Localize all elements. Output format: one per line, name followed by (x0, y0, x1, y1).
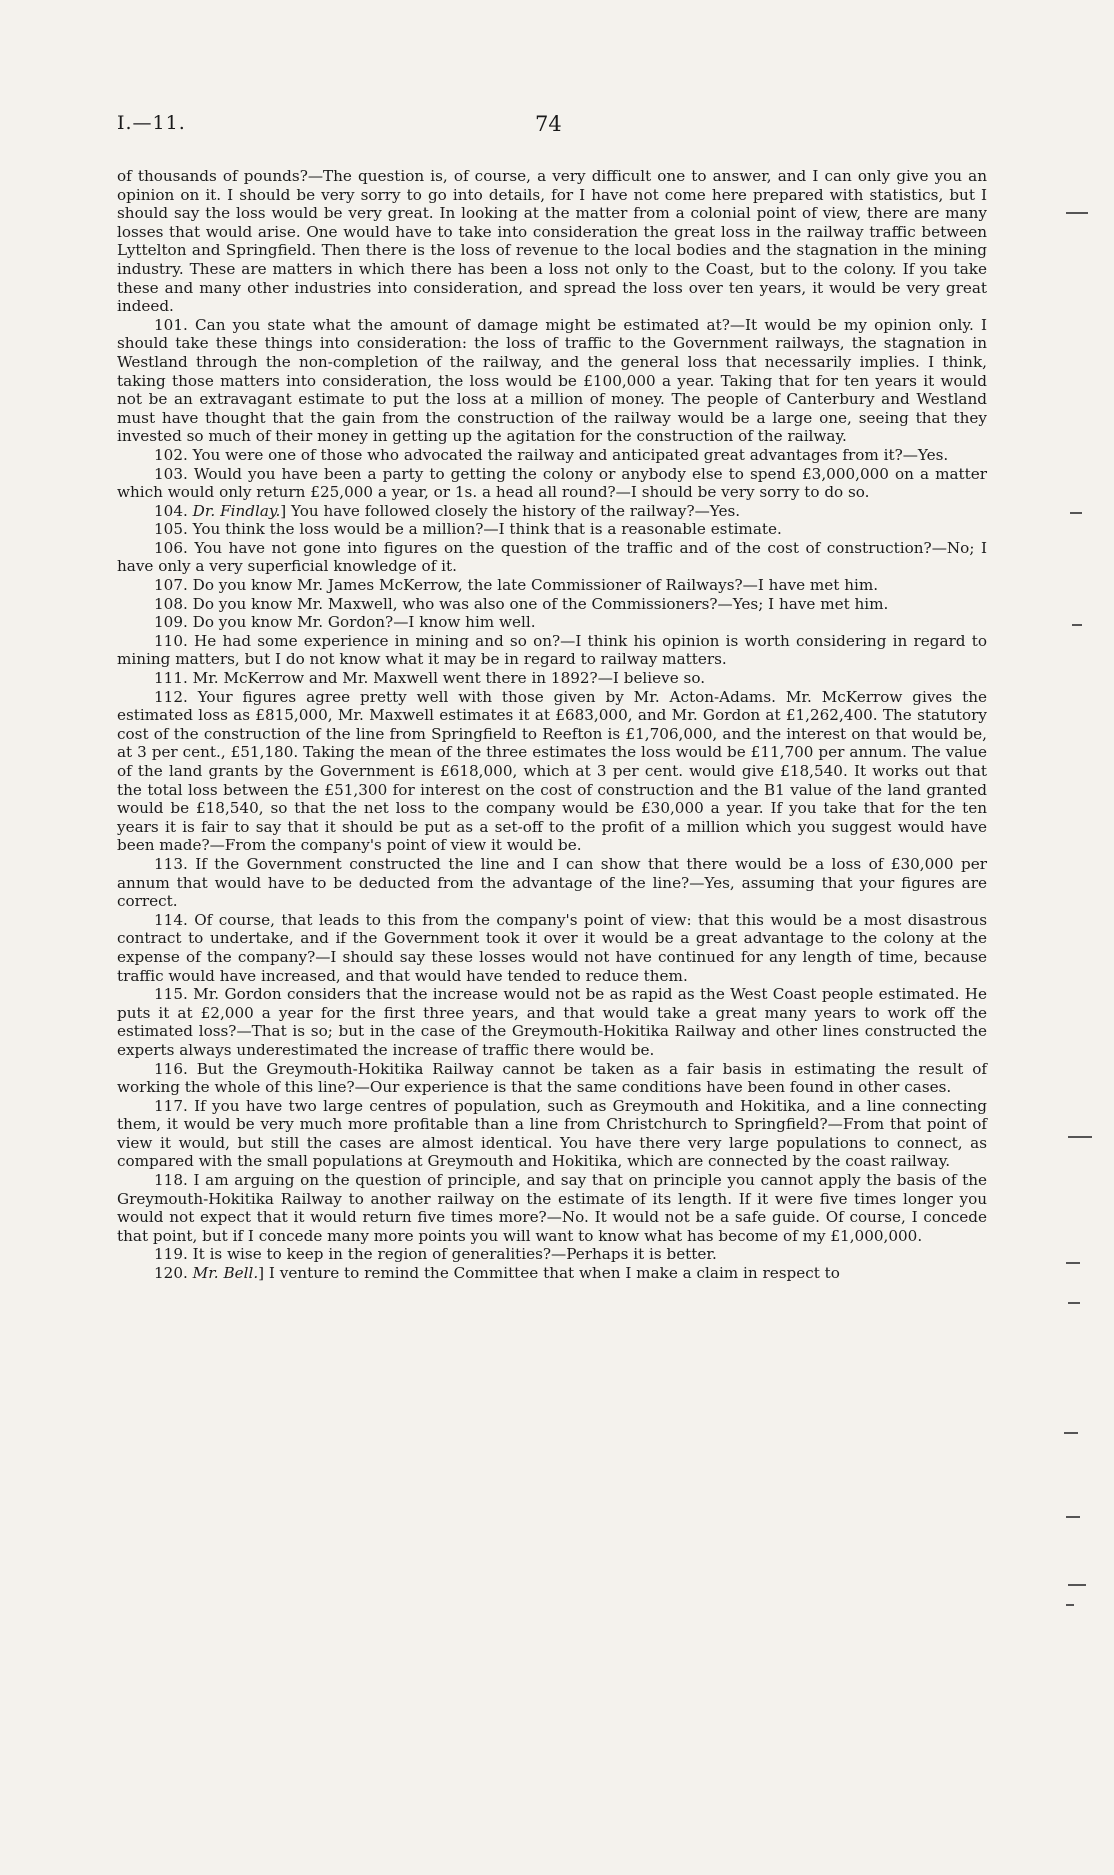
paragraph: 113. If the Government constructed the line and I can show that there would be a loss of £30,000 per annum that would have to be deducted from the advantage of the line?—Yes, assuming that your figures are correct. (117, 854, 987, 911)
paragraph: 107. Do you know Mr. James McKerrow, the late Commissioner of Railways?—I have met him. (154, 576, 879, 595)
margin-mark (1068, 1302, 1080, 1304)
page-number: 74 (535, 112, 562, 136)
paragraph: 101. Can you state what the amount of damage might be estimated at?—It would be my opinion only. I should take these things into consideration: the loss of traffic to the Government railways, the stagnation in Westland through the non-completion of the railway, and the general loss that necessarily implies. I think, taking those matters into consideration, the loss would be £100,000 a year. Taking that for ten years it would not be an extravagant estimate to put the loss at a million of money. The people of Canterbury and Westland must have thought that the gain from the construction of the railway would be a large one, seeing that they invested so much of their money in getting up the agitation for the construction of the railway. (117, 315, 987, 446)
paragraph: 118. I am arguing on the question of principle, and say that on principle you cannot apply the basis of the Greymouth-Hokitika Railway to another railway on the estimate of its length. If it were five times longer you would not expect that it would return five times more?—No. It would not be a safe guide. Of course, I concede that point, but if I concede many more points you will want to know what has become of my £1,000,000. (117, 1171, 987, 1245)
paragraph: 120. Mr. Bell.] I venture to remind the Committee that when I make a claim in respect to (154, 1264, 840, 1283)
paragraph: 115. Mr. Gordon considers that the increase would not be as rapid as the West Coast people estimated. He puts it at £2,000 a year for the first three years, and that would take a great many years to work off the estimated loss?—That is so; but in the case of the Greymouth-Hokitika Railway and other lines constructed the experts always underestimated the increase of traffic there would be. (117, 985, 987, 1059)
paragraph: 106. You have not gone into figures on the question of the traffic and of the cost of construction?—No; I have only a very superficial knowledge of it. (117, 538, 987, 576)
paragraph: 102. You were one of those who advocated the railway and anticipated great advantages from it?—Yes. (154, 445, 949, 464)
paragraph: 114. Of course, that leads to this from the company's point of view: that this would be a most disastrous contract to undertake, and if the Government took it over it would be a great advantage to the colony at the expense of the company?—I should say these losses would not have continued for any length of time, because traffic would have increased, and that would have tended to reduce them. (117, 910, 987, 985)
paragraph: 110. He had some experience in mining and so on?—I think his opinion is worth considering in regard to mining matters, but I do not know what it may be in regard to railway matters. (117, 631, 987, 669)
margin-mark (1070, 512, 1082, 514)
margin-mark (1068, 1136, 1092, 1138)
margin-mark (1068, 1584, 1086, 1586)
page-header (117, 112, 987, 142)
paragraph: 103. Would you have been a party to getting the colony or anybody else to spend £3,000,000 on a matter which would only return £25,000 a year, or 1s. a head all round?—I should be very sorry to do so. (117, 464, 987, 502)
paragraph: 109. Do you know Mr. Gordon?—I know him well. (154, 613, 536, 632)
paragraph: 117. If you have two large centres of population, such as Greymouth and Hokitika, and a line connecting them, it would be very much more profitable than a line from Christchurch to Springfield?—From that point of view it would, but still the cases are almost identical. You have there very large populations to connect, as compared with the small populations at Greymouth and Hokitika, which are connected by the coast railway. (117, 1096, 987, 1171)
paragraph: 111. Mr. McKerrow and Mr. Maxwell went there in 1892?—I believe so. (154, 669, 706, 688)
margin-mark (1066, 1604, 1074, 1606)
paragraph: 108. Do you know Mr. Maxwell, who was also one of the Commissioners?—Yes; I have met him. (154, 594, 889, 613)
paragraph: of thousands of pounds?—The question is, of course, a very difficult one to answer, and I can only give you an opinion on it. I should be very sorry to go into details, for I have not come here prepared with statistics, but I should say the loss would be very great. In looking at the matter from a colonial point of view, there are many losses that would arise. One would have to take into consideration the great loss in the railway traffic between Lyttelton and Springfield. Then there is the loss of revenue to the local bodies and the stagnation in the mining industry. These are matters in which there has been a loss not only to the Coast, but to the colony. If you take these and many other industries into consideration, and spread the loss over ten years, it would be very great indeed. (117, 167, 987, 316)
paragraph: 116. But the Greymouth-Hokitika Railway cannot be taken as a fair basis in estimating the result of working the whole of this line?—Our experience is that the same conditions have been found in other cases. (117, 1059, 987, 1097)
margin-mark (1066, 1516, 1080, 1518)
paragraph: 104. Dr. Findlay.] You have followed closely the history of the railway?—Yes. (154, 501, 741, 520)
margin-mark (1066, 1262, 1080, 1264)
paragraph: 105. You think the loss would be a million?—I think that is a reasonable estimate. (154, 520, 782, 539)
paragraph: 119. It is wise to keep in the region of generalities?—Perhaps it is better. (154, 1245, 717, 1264)
margin-mark (1066, 212, 1088, 214)
margin-mark (1064, 1432, 1078, 1434)
speaker-name: Mr. Bell. (192, 1264, 259, 1283)
page-reference: I.—11. (117, 112, 186, 134)
body-text (117, 167, 987, 1283)
margin-marks (1054, 0, 1114, 1875)
margin-mark (1072, 624, 1082, 626)
paragraph: 112. Your figures agree pretty well with those given by Mr. Acton-Adams. Mr. McKerrow gives the estimated loss as £815,000, Mr. Maxwell estimates it at £683,000, and Mr. Gordon at £1,262,400. The statutory cost of the construction of the line from Springfield to Reefton is £1,706,000, and the interest on that would be, at 3 per cent., £51,180. Taking the mean of the three estimates the loss would be £11,700 per annum. The value of the land grants by the Government is £618,000, which at 3 per cent. would give £18,540. It works out that the total loss between the £51,300 for interest on the cost of construction and the B1 value of the land granted would be £18,540, so that the net loss to the company would be £30,000 a year. If you take that for the ten years it is fair to say that it should be put as a set-off to the profit of a million which you suggest would have been made?—From the company's point of view it would be. (117, 687, 987, 855)
speaker-name: Dr. Findlay. (192, 501, 281, 520)
